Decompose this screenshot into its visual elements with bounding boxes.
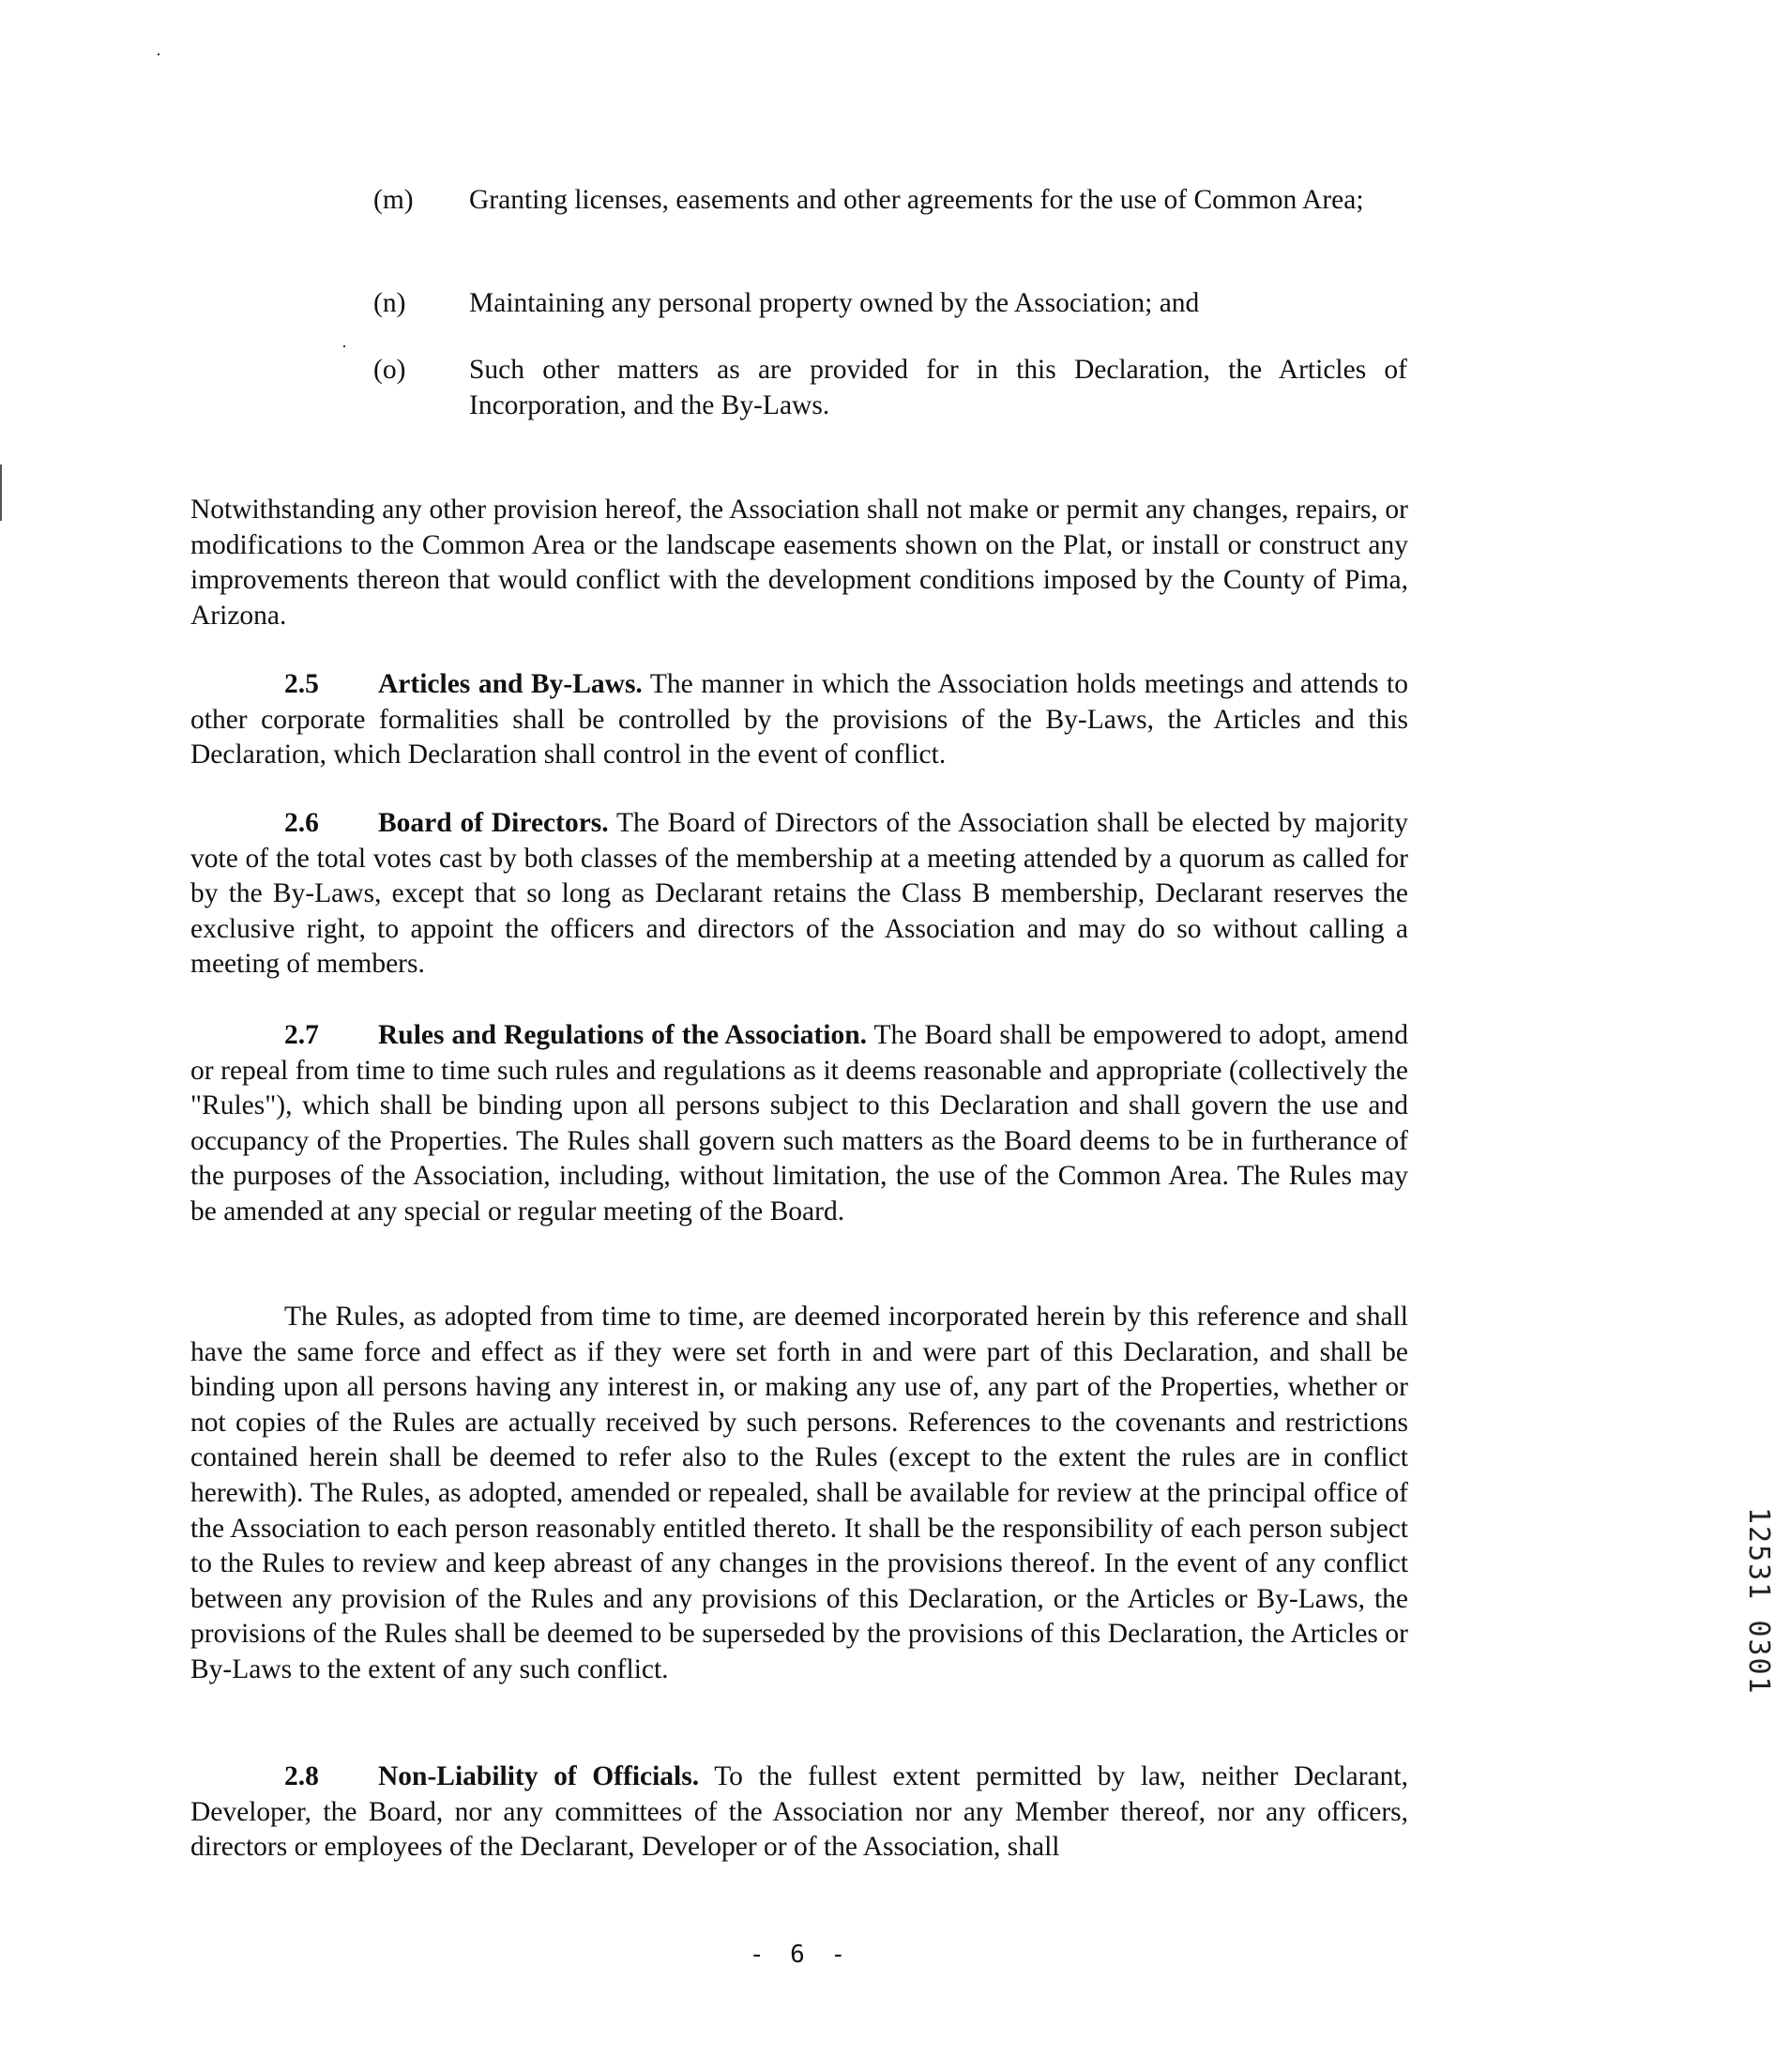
section-title: Rules and Regulations of the Association.: [378, 1020, 868, 1050]
section-number: 2.6: [284, 808, 319, 838]
section-2-6: [190, 806, 1408, 983]
section-2-8: [190, 1760, 1408, 1866]
recording-stamp-text: 12531 0301: [1742, 1507, 1775, 1696]
notwithstanding-paragraph: Notwithstanding any other provision hereof, the Association shall not make or permit any changes, repairs, or modifications to the Common Area or the landscape easements shown on the Plat, or install or construct any improvements thereon that would conflict with the development conditions imposed by the County of Pima, Arizona.: [190, 495, 1408, 631]
list-label: (n): [373, 288, 406, 318]
section-number: 2.5: [284, 669, 319, 699]
recording-stamp: [1522, 1507, 1775, 1760]
section-text: The manner in which the Association holds meetings and attends to other corporate formalities shall be controlled by the provisions of the By-Laws, the Articles and this Declaration, which Declaration shall control in the event of conflict.: [190, 669, 1408, 770]
list-text: Granting licenses, easements and other agreements for the use of Common Area;: [469, 185, 1364, 215]
section-text: The Board shall be empowered to adopt, amend or repeal from time to time such rules and regulations as it deems reasonable and appropriate (collectively the "Rules"), which shall be binding upon all persons subject to this Declaration and shall govern the use and occupancy of the Properties. The Rules shall govern such matters as the Board deems to be in furtherance of the purposes of the Association, including, without limitation, the use of the Common Area. The Rules may be amended at any special or regular meeting of the Board.: [190, 1020, 1409, 1226]
scan-edge-mark: [0, 465, 2, 521]
section-title: Board of Directors.: [378, 808, 609, 838]
list-label: (o): [373, 355, 406, 385]
section-number: 2.7: [284, 1020, 319, 1050]
section-2-7: [190, 1018, 1408, 1230]
section-text: The Board of Directors of the Association shall be elected by majority vote of the total votes cast by both classes of the membership at a meeting attended by a quorum as called for by the By-Laws, except that so long as Declarant retains the Class B membership, Declarant reserves the exclusive right, to appoint the officers and directors of the Association and may do so without calling a meeting of members.: [190, 808, 1409, 980]
section-title: Articles and By-Laws.: [378, 669, 643, 699]
section-2-5: [190, 667, 1408, 773]
section-text: To the fullest extent permitted by law, neither Declarant, Developer, the Board, nor any committees of the Association nor any Member thereof, nor any officers, directors or employees of the Declarant, Developer or of the Association, shall: [190, 1761, 1408, 1863]
list-label: (m): [373, 185, 414, 215]
section-number: 2.8: [284, 1761, 319, 1791]
scan-speck: [158, 53, 159, 55]
list-text: Maintaining any personal property owned by the Association; and: [469, 288, 1200, 318]
rules-paragraph: The Rules, as adopted from time to time, are deemed incorporated herein by this reference and shall have the same force and effect as if they were set forth in and were part of this Declaration, and shall be binding upon all persons having any interest in, or making any use of, any part of the Properties, whether or not copies of the Rules are actually received by such persons. References to the covenants and restrictions contained herein shall be deemed to refer also to the Rules (except to the extent the rules are in conflict herewith). The Rules, as adopted, amended or repealed, shall be available for review at the principal office of the Association to each person reasonably entitled thereto. It shall be the responsibility of each person subject to the Rules to review and keep abreast of any changes in the provisions thereof. In the event of any conflict between any provision of the Rules and any provisions of this Declaration, or the Articles or By-Laws, the provisions of the Rules shall be deemed to be superseded by the provisions of this Declaration, the Articles or By-Laws to the extent of any such conflict.: [190, 1302, 1408, 1684]
scan-speck: [343, 345, 345, 347]
list-text: Such other matters as are provided for in this Declaration, the Articles of Incorporation, and the By-Laws.: [469, 355, 1407, 420]
page-number: - 6 -: [749, 1941, 852, 1969]
section-title: Non-Liability of Officials.: [378, 1761, 700, 1791]
